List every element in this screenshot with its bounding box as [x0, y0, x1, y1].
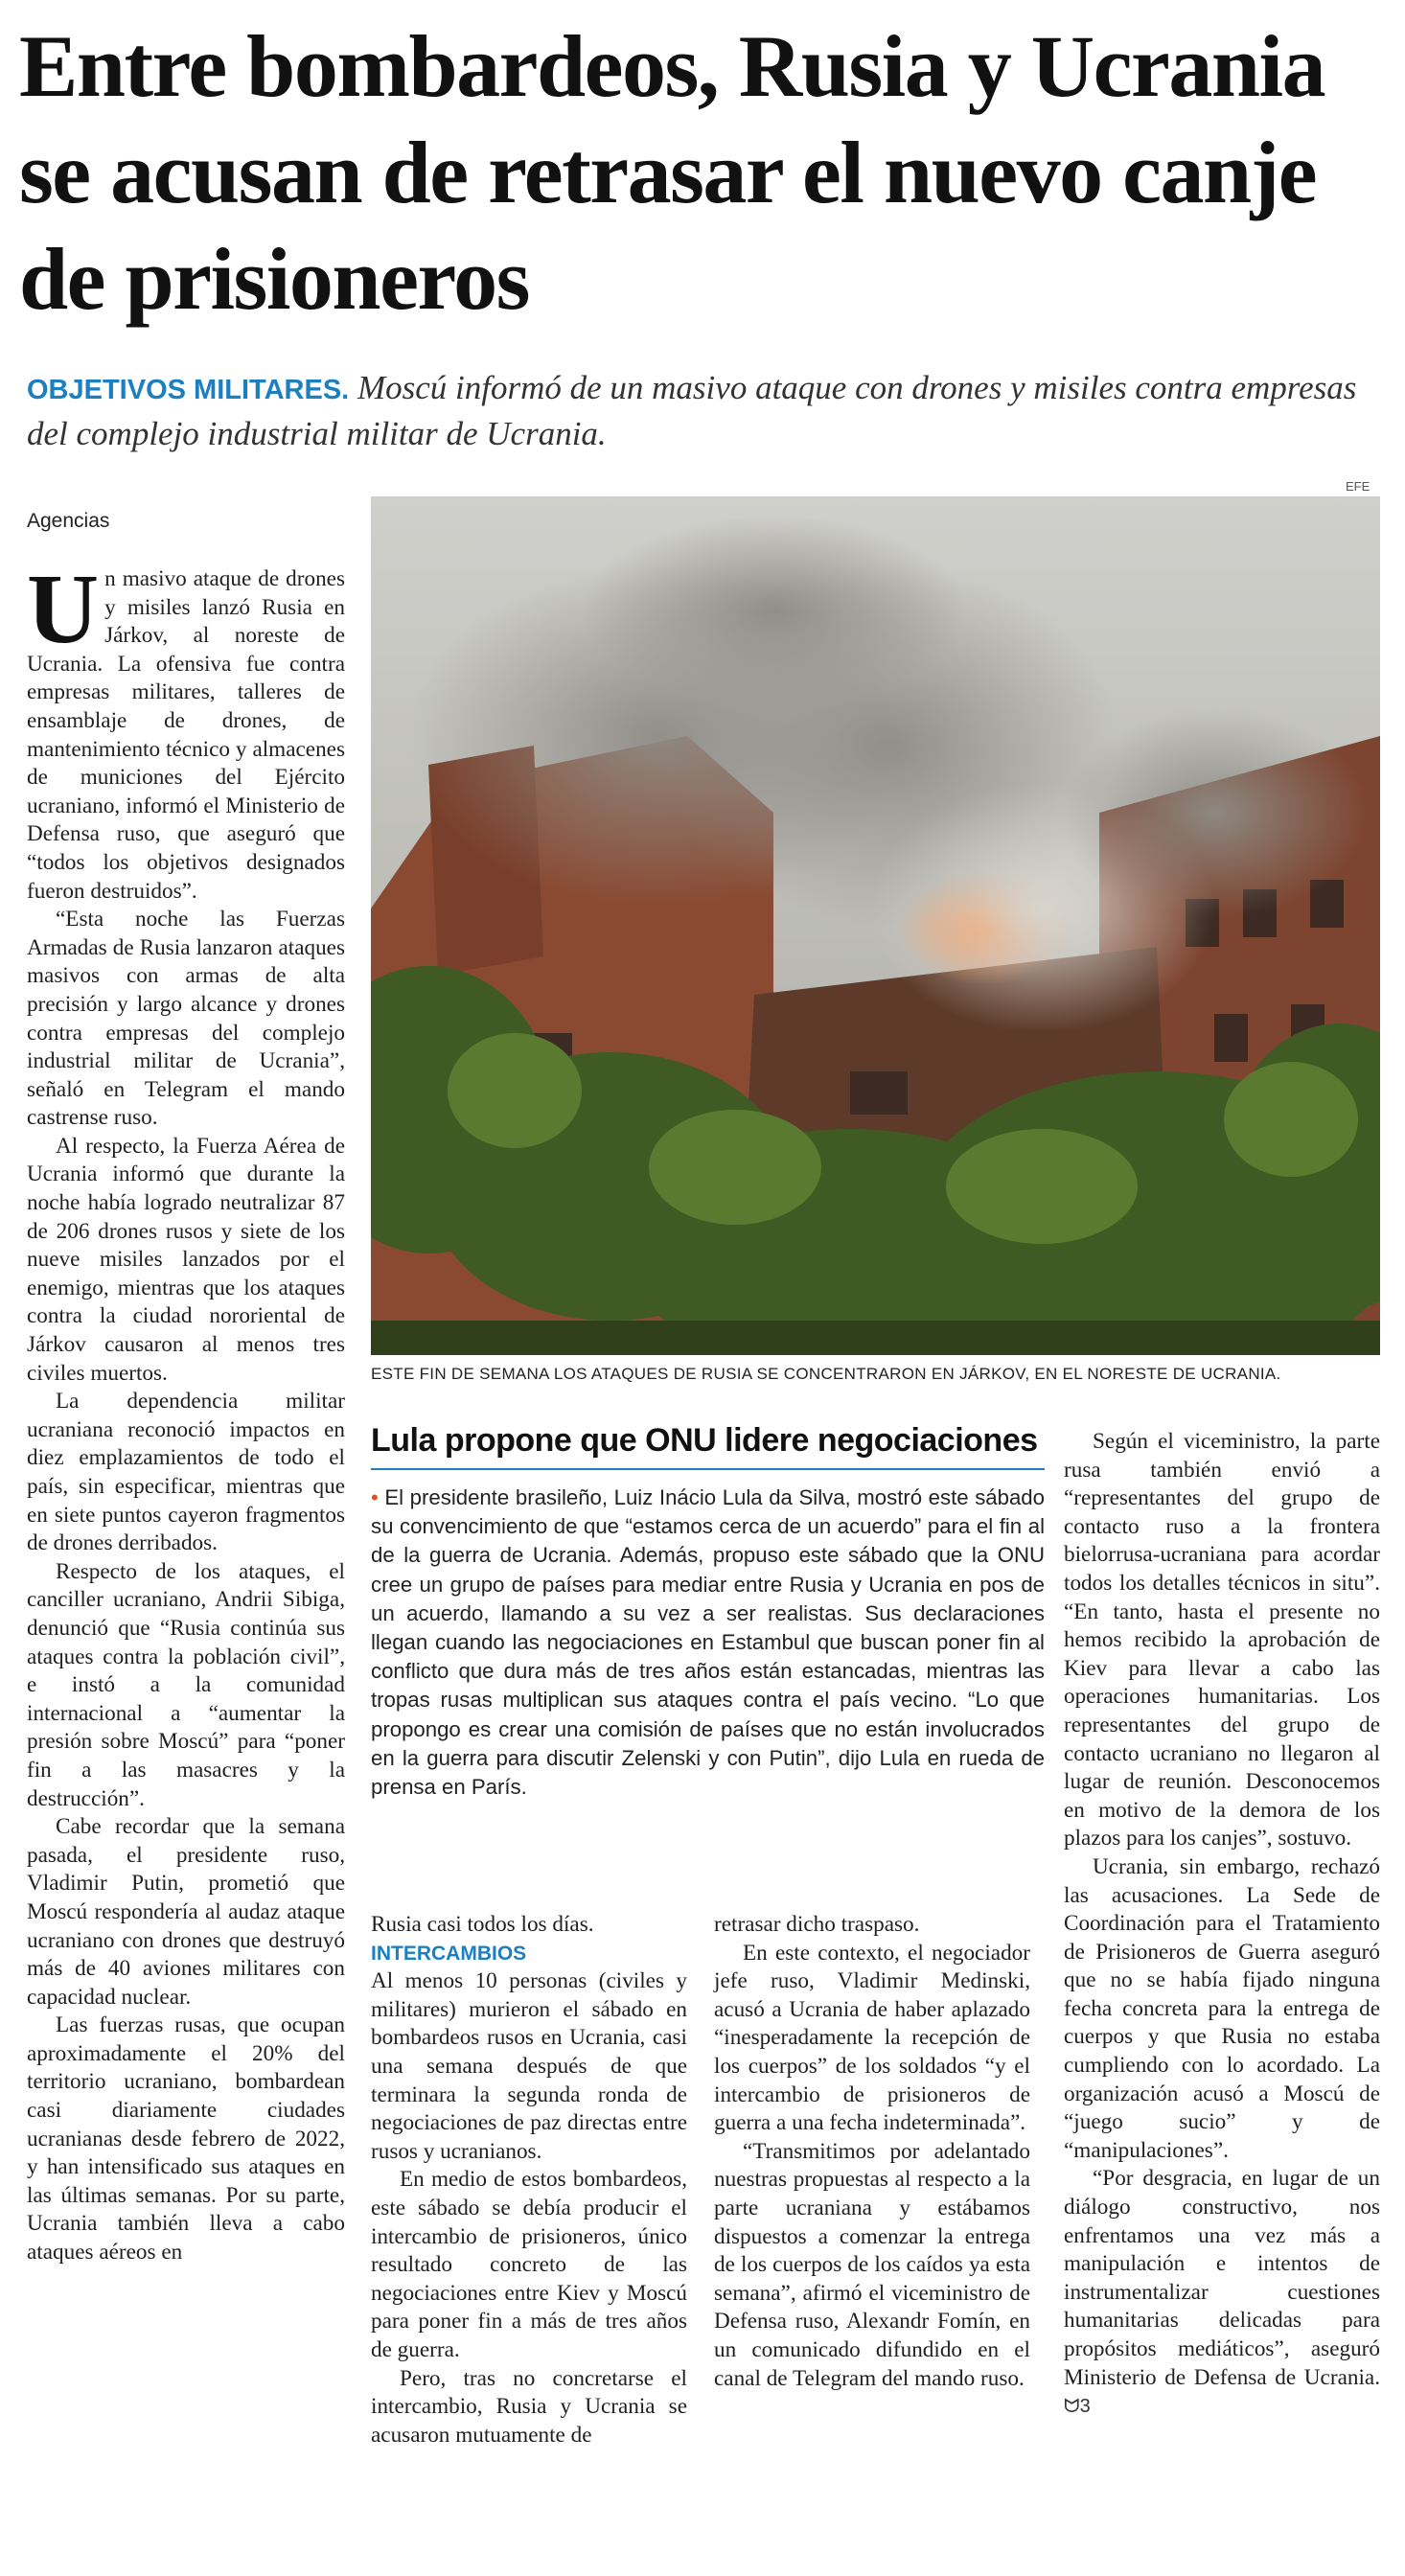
paragraph: Respecto de los ataques, el canciller ucraniano, Andrii Sibiga, denunció que “Rusia continúa sus ataques contra la población civil”, e instó a la comunidad internacional a “aumentar la presión sobre Moscú” para “poner fin a las masacres y la destrucción”.	[27, 1558, 345, 1811]
paragraph: “Transmitimos por adelantado nuestras propuestas al respecto a la parte ucraniana y estábamos dispuestos a comenzar la entrega de los cuerpos de los caídos ya esta semana”, afirmó el viceministro de Defensa ruso, Alexandr Fomín, en un comunicado difundido en el canal de Telegram del mando ruso.	[714, 2138, 1030, 2391]
paragraph: retrasar dicho traspaso.	[714, 1912, 920, 1937]
paragraph: En este contexto, el negociador jefe ruso, Vladimir Medinski, acusó a Ucrania de haber aplazado “inesperadamente la recepción de los cuerpos” de los soldados “y el intercambio de prisioneros de guerra a una fecha indeterminada”.	[714, 1940, 1030, 2136]
paragraph: En medio de estos bombardeos, este sábado se debía producir el intercambio de prisioneros, único resultado concreto de las negociaciones entre Kiev y Moscú para poner fin a más de tres años de guerra.	[371, 2167, 687, 2362]
paragraph: Rusia casi todos los días.	[371, 1912, 594, 1937]
photo-credit: EFE	[1346, 479, 1370, 494]
paragraph: Cabe recordar que la semana pasada, el presidente ruso, Vladimir Putin, prometió que Moscú respondería al audaz ataque ucraniano con drones que destruyó más de 40 aviones militares con capacidad nuclear.	[27, 1814, 345, 2010]
paragraph: La dependencia militar ucraniana reconoció impactos en diez emplazamientos de todo el país, sin especificar, mientras que en siete puntos cayeron fragmentos de drones derribados.	[27, 1389, 345, 1556]
bullet-icon: •	[371, 1485, 379, 1509]
deck-kicker: OBJETIVOS MILITARES.	[27, 375, 350, 405]
drop-cap: U	[27, 554, 100, 664]
paragraph: “Por desgracia, en lugar de un diálogo constructivo, nos enfrentamos una vez más a manipulación e intentos de instrumentalizar cuestiones humanitarias delicadas para propósitos mediáticos”, aseguró Ministerio de Defensa de Ucrania. ᗢ3	[1064, 2166, 1380, 2418]
paragraph: Un masivo ataque de drones y misiles lanzó Rusia en Járkov, al noreste de Ucrania. La ofensiva fue contra empresas militares, talleres de ensamblaje de drones, de mantenimiento técnico y almacenes de municiones del Ejército ucraniano, informó el Ministerio de Defensa ruso, que aseguró que “todos los objetivos designados fueron destruidos”.	[27, 554, 345, 904]
paragraph: Según el viceministro, la parte rusa también envió a “representantes del grupo de contacto ruso a la frontera bielorrusa-ucraniana para acordar todos los detalles técnicos in situ”. “En tanto, hasta el presente no hemos recibido la aprobación de Kiev para llevar a cabo las operaciones humanitarias. Los representantes del grupo de contacto ucraniano no llegaron al lugar de reunión. Desconocemos en motivo de la demora de los plazos para los canjes”, sostuvo.	[1064, 1429, 1380, 1852]
column-3	[714, 1911, 1030, 2393]
paragraph: Pero, tras no concretarse el intercambio, Rusia y Ucrania se acusaron mutuamente de	[371, 2365, 687, 2448]
sidebar-box-text: • El presidente brasileño, Luiz Inácio Lula da Silva, mostró este sábado su convencimiento de que “estamos cerca de un acuerdo” para el fin al de la guerra de Ucrania. Además, propuso este sábado que la ONU cree un grupo de países para mediar entre Rusia y Ucrania en pos de un acuerdo, llamando a su vez a ser realistas. Sus declaraciones llegan cuando las negociaciones en Estambul que buscan poner fin al conflicto que dura más de tres años están estancadas, mientras las tropas rusas multiplican sus ataques contra el país vecino. “Lo que propongo es crear una comisión de países que no están involucrados en la guerra para discutir Zelenski y con Putin”, dijo Lula en rueda de prensa en París.	[371, 1485, 1045, 1800]
end-mark: ᗢ3	[1064, 2396, 1091, 2418]
deck	[27, 366, 1388, 456]
subhead-intercambios: INTERCAMBIOS	[371, 1942, 527, 1965]
column-1	[27, 554, 345, 2267]
paragraph: Al respecto, la Fuerza Aérea de Ucrania informó que durante la noche había logrado neutralizar 87 de 206 drones rusos y siete de los nueve misiles lanzados por el enemigo, mientras que los ataques contra la ciudad nororiental de Járkov causaron al menos tres civiles muertos.	[27, 1133, 345, 1386]
photo-caption: ESTE FIN DE SEMANA LOS ATAQUES DE RUSIA SE CONCENTRARON EN JÁRKOV, EN EL NORESTE DE UCRANIA.	[371, 1365, 1281, 1383]
news-photo	[371, 496, 1380, 1355]
column-4	[1064, 1428, 1380, 2422]
paragraph: Las fuerzas rusas, que ocupan aproximadamente el 20% del territorio ucraniano, bombardean casi diariamente ciudades ucranianas desde febrero de 2022, y han intensificado sus ataques en las últimas semanas. Por su parte, Ucrania también lleva a cabo ataques aéreos en	[27, 2012, 345, 2266]
paragraph: Ucrania, sin embargo, rechazó las acusaciones. La Sede de Coordinación para el Tratamiento de Prisioneros de Guerra aseguró que no se había fijado ninguna fecha concreta para la entrega de cuerpos y que Rusia no estaba cumpliendo con lo acordado. La organización acusó a Moscú de “juego sucio” y de “manipulaciones”.	[1064, 1853, 1380, 2163]
sidebar-box-title: Lula propone que ONU lidere negociaciones	[371, 1422, 1038, 1459]
byline: Agencias	[27, 510, 110, 532]
paragraph: “Esta noche las Fuerzas Armadas de Rusia lanzaron ataques masivos con armas de alta precisión y largo alcance y drones contra empresas del complejo industrial militar de Ucrania”, señaló en Telegram el mando castrense ruso.	[27, 907, 345, 1131]
paragraph: Al menos 10 personas (civiles y militares) murieron el sábado en bombardeos rusos en Ucrania, casi una semana después de que terminara la segunda ronda de negociaciones de paz directas entre rusos y ucranianos.	[371, 1968, 687, 2164]
sidebar-box-rule	[371, 1468, 1045, 1470]
column-2	[371, 1911, 687, 2450]
burning-building-image	[371, 496, 1380, 1355]
deck-text: Moscú informó de un masivo ataque con drones y misiles contra empresas del complejo industrial militar de Ucrania.	[27, 369, 1357, 452]
headline: Entre bombardeos, Rusia y Ucrania se acusan de retrasar el nuevo canje de prisioneros	[19, 17, 1325, 328]
